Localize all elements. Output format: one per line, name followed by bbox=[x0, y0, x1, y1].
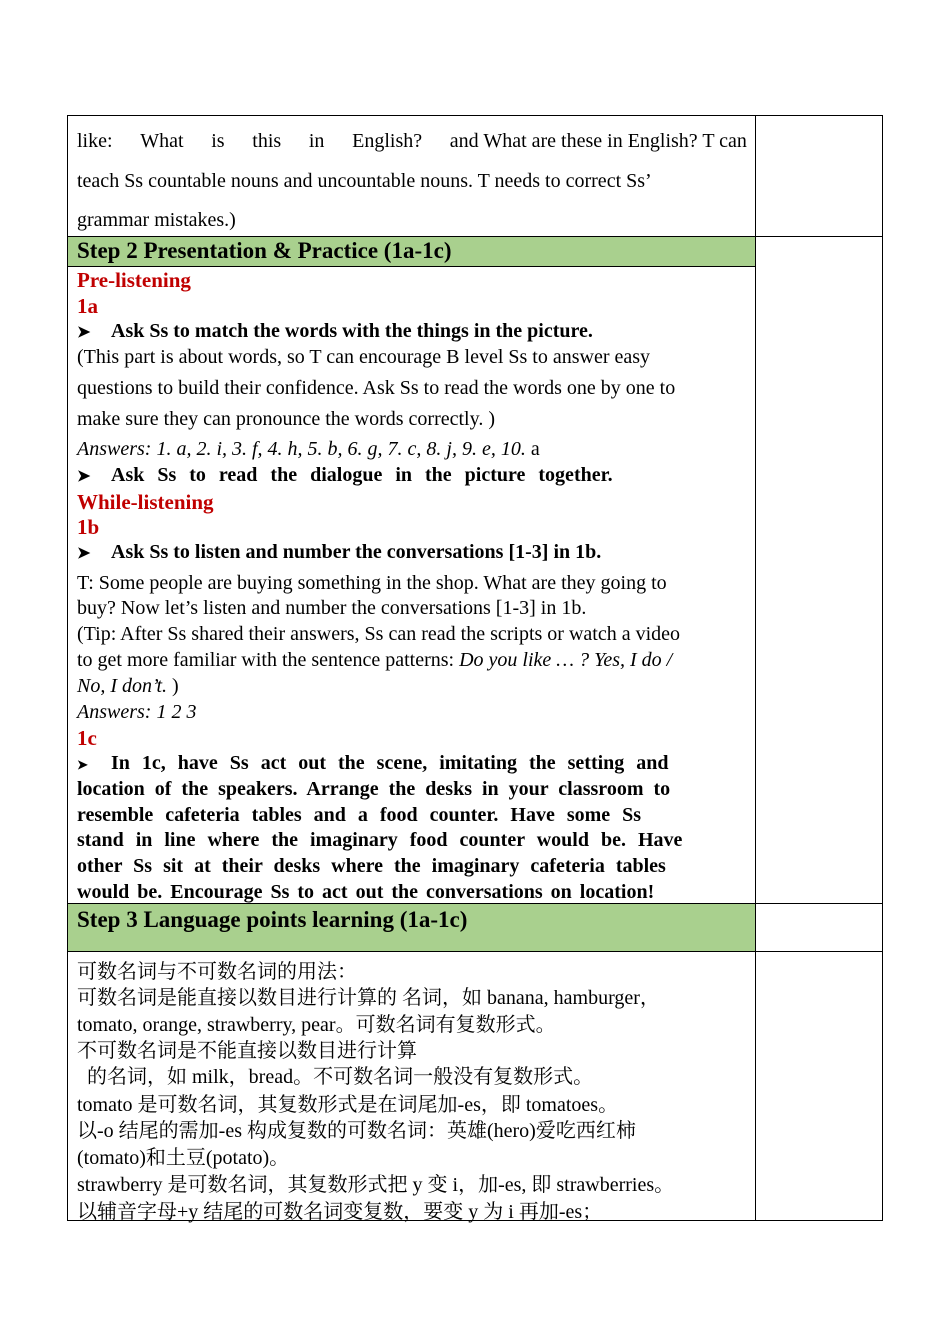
body-line: 不可数名词是不能直接以数目进行计算 bbox=[77, 1040, 417, 1062]
body-line: stand in line where the imaginary food counter would be. Have bbox=[77, 829, 683, 851]
body-line: location of the speakers. Arrange the desks in your classroom to bbox=[77, 778, 671, 800]
word: like: bbox=[77, 130, 113, 152]
arrowhead-bullet-icon: ➤ bbox=[77, 324, 91, 341]
word: What bbox=[140, 130, 184, 152]
note-line: (This part is about words, so T can encourage B level Ss to answer easy bbox=[77, 346, 651, 368]
section-1a-label: 1a bbox=[77, 294, 98, 318]
table-top-border bbox=[67, 115, 883, 116]
body-line: (tomato)和土豆(potato)。 bbox=[77, 1147, 290, 1169]
body-line: 可数名词与不可数名词的用法： bbox=[77, 961, 357, 983]
bullet-item: ➤ Ask Ss to read the dialogue in the picture together. bbox=[77, 464, 613, 486]
word: is bbox=[211, 130, 225, 152]
row-divider bbox=[67, 951, 883, 952]
word: and What are these in English? T can bbox=[449, 130, 747, 152]
section-1c-label: 1c bbox=[77, 726, 97, 750]
bullet-item: ➤ Ask Ss to listen and number the conversations [1-3] in 1b. bbox=[77, 541, 602, 563]
intro-line: teach Ss countable nouns and uncountable nouns. T needs to correct Ss’ bbox=[77, 170, 652, 192]
body-line: 以-o 结尾的需加-es 构成复数的可数名词：英雄(hero)爱吃西红柿 bbox=[77, 1120, 636, 1142]
table-right-border bbox=[882, 115, 883, 1221]
arrowhead-bullet-icon: ➤ bbox=[77, 757, 88, 772]
bullet-item: ➤ In 1c, have Ss act out the scene, imitating the setting and bbox=[77, 752, 669, 774]
body-line: would be. Encourage Ss to act out the conversations on location! bbox=[77, 881, 655, 903]
arrowhead-bullet-icon: ➤ bbox=[77, 468, 91, 485]
answers-1a: Answers: 1. a, 2. i, 3. f, 4. h, 5. b, 6. g, 7. c, 8. j, 9. e, 10. a bbox=[77, 438, 540, 460]
row-divider bbox=[67, 236, 883, 237]
tip-line: to get more familiar with the sentence patterns: Do you like … ? Yes, I do / bbox=[77, 649, 673, 671]
word: in bbox=[308, 130, 325, 152]
body-line: resemble cafeteria tables and a food counter. Have some Ss bbox=[77, 804, 642, 826]
teacher-line: buy? Now let’s listen and number the conversations [1-3] in 1b. bbox=[77, 597, 587, 619]
arrowhead-bullet-icon: ➤ bbox=[77, 545, 91, 562]
body-line: tomato, orange, strawberry, pear。可数名词有复数形式。 bbox=[77, 1014, 556, 1036]
body-line: 可数名词是能直接以数目进行计算的 名词，如 banana, hamburger， bbox=[77, 987, 660, 1009]
row-divider bbox=[67, 266, 756, 267]
while-listening-label: While-listening bbox=[77, 490, 214, 514]
tip-line: No, I don’t. ) bbox=[77, 675, 179, 697]
body-line: other Ss sit at their desks where the imaginary cafeteria tables bbox=[77, 855, 666, 877]
word: English? bbox=[352, 130, 423, 152]
bullet-item: ➤ Ask Ss to match the words with the things in the picture. bbox=[77, 320, 593, 342]
note-line: make sure they can pronounce the words correctly. ) bbox=[77, 408, 495, 430]
teacher-line: T: Some people are buying something in the shop. What are they going to bbox=[77, 572, 667, 594]
intro-line: grammar mistakes.) bbox=[77, 209, 236, 231]
word: this bbox=[252, 130, 282, 152]
body-line: 以辅音字母+y 结尾的可数名词变复数，要变 y 为 i 再加-es； bbox=[77, 1201, 603, 1223]
answers-1b: Answers: 1 2 3 bbox=[77, 701, 197, 723]
intro-line bbox=[77, 130, 747, 153]
note-line: questions to build their confidence. Ask Ss to read the words one by one to bbox=[77, 377, 676, 399]
step3-heading: Step 3 Language points learning (1a-1c) bbox=[77, 907, 468, 932]
tip-line: (Tip: After Ss shared their answers, Ss can read the scripts or watch a video bbox=[77, 623, 681, 645]
table-left-border bbox=[67, 115, 68, 1221]
column-divider bbox=[755, 115, 756, 1221]
pre-listening-label: Pre-listening bbox=[77, 268, 191, 292]
step2-heading: Step 2 Presentation & Practice (1a-1c) bbox=[77, 238, 452, 263]
section-1b-label: 1b bbox=[77, 515, 100, 539]
body-line: tomato 是可数名词，其复数形式是在词尾加-es，即 tomatoes。 bbox=[77, 1094, 619, 1116]
body-line: 的名词，如 milk，bread。不可数名词一般没有复数形式。 bbox=[77, 1066, 594, 1088]
body-line: strawberry 是可数名词，其复数形式把 y 变 i，加-es, 即 strawberries。 bbox=[77, 1174, 675, 1196]
